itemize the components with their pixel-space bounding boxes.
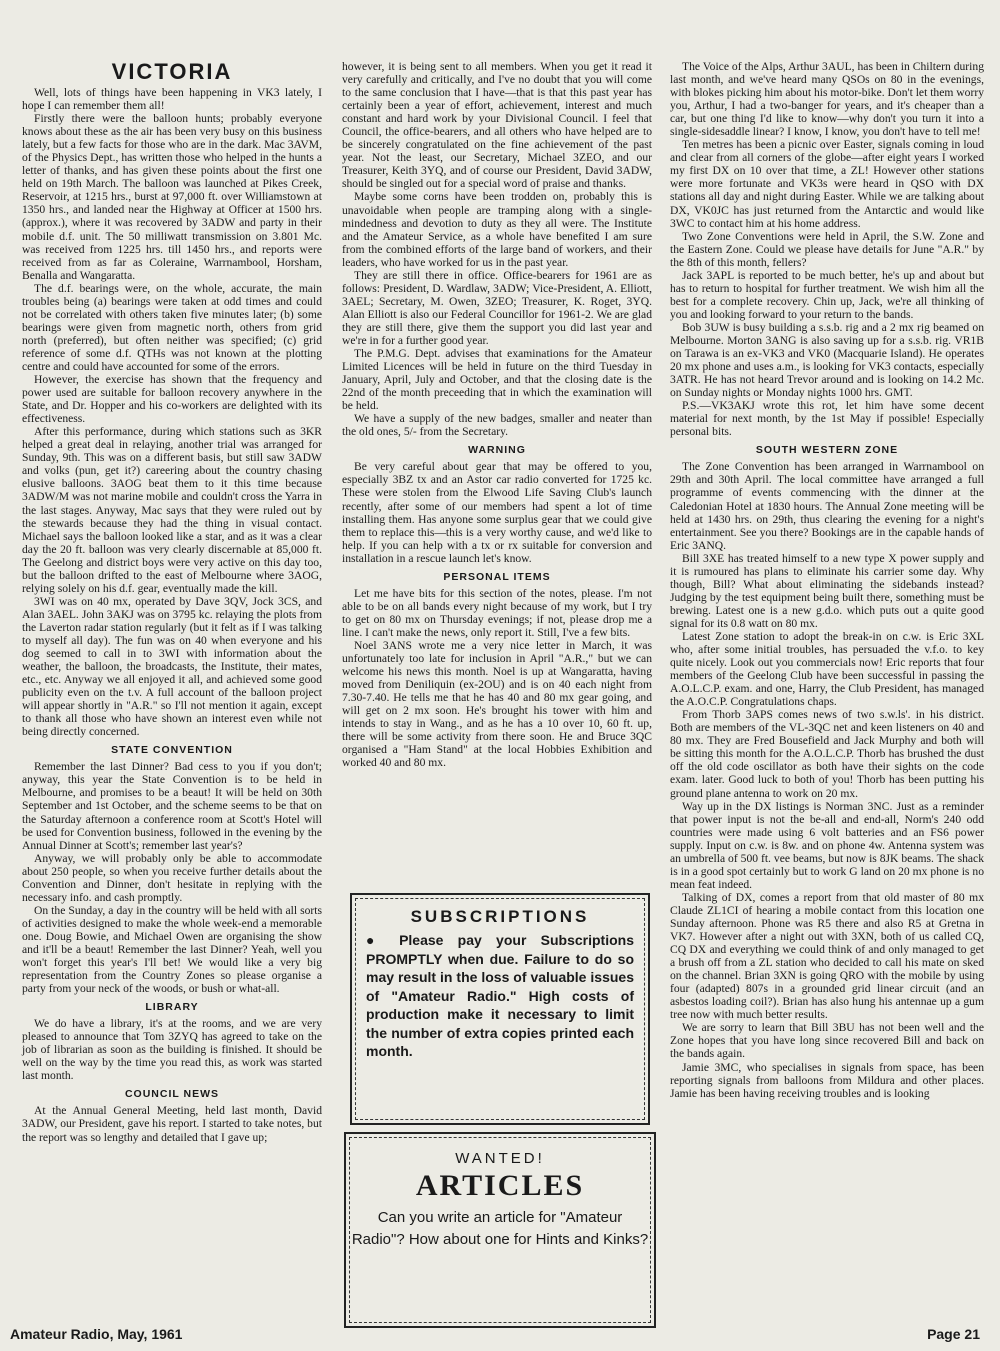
paragraph: Bob 3UW is busy building a s.s.b. rig and a 2 mx rig beamed on Melbourne. Morton 3ANG is also saving up for a s.s.b. rig. VR1B on Tarawa is an ex-VK3 and VK0 (Macquarie Island). He operates 20 mx phone and uses a.m., is looking for VK3 contacts, especially 3ATR. He has not heard Trevor around and is looking on 14.2 Mc. on Sunday nights or Monday nights 1000 hrs. GMT. [670, 320, 984, 400]
paragraph: They are still there in office. Office-bearers for 1961 are as follows: President, D. Wardlaw, 3ADW; Vice-President, A. Elliott, 3AEL; Secretary, M. Owen, 3ZEO; Treasurer, K. Roget, 3YQ. Alan Elliott is also our Federal Councillor for 1961-2. We are glad they are still there, give them the support you did last year and we're in for a further good year. [342, 268, 652, 347]
paragraph: Be very careful about gear that may be offered to you, especially 3BZ tx and an Astor car radio converted for 1725 kc. These were stolen from the Elwood Life Saving Club's launch recently, after some of our members had spent a lot of time installing them. Has anyone some surplus gear that we could give them to replace this—this is a very worthy cause, and we'd like to help. If you can help with a tx or rx suitable for conversion and installation in a rescue launch let's know. [342, 460, 652, 565]
paragraph: After this performance, during which stations such as 3KR helped a great deal in relaying, another trial was arranged for Sunday, 9th. This was on a different basis, but still saw 3ADW and volks (pun, get it?) careering about the country chasing elusive balloons. 3AOG beat them to it this time because 3ADW/M was not marine mobile and couldn't cross the Yarra in the last stages. Anyway, Mac says that they were ruled out by the stewards because they had the thing in visual contact. Michael says the balloon looked like a star, and as it was a clear day the 20 ft. balloon was very clearly discernable at 85,000 ft. The Geelong and district boys were very active on this day too, but the balloon drifted to the east of Melbourne where 3AOG, relying solely on his d.f. gear, eventually made the kill. [22, 425, 322, 595]
paragraph: Noel 3ANS wrote me a very nice letter in March, it was unfortunately too late for inclusion in April "A.R.," but we can welcome his news this month. Noel is up at Wangaratta, having moved from Deniliquin (ex-2OU) and is on 40 each night from 7.30-7.40. He tells me that he has 40 and 80 mx gear going, and will get on 2 mx soon. He's brought his tower with him and intends to stay in Wang., and as he has a 10 over 10, 60 ft. up, there will be some activity from there soon. He and Bruce 3QC organised a "Ham Stand" at the local Hobbies Exhibition and worked 40 and 80 mx. [342, 638, 652, 770]
paragraph: Well, lots of things have been happening in VK3 lately, I hope I can remember them all! [22, 86, 322, 113]
subheading-personal-items: PERSONAL ITEMS [443, 570, 551, 583]
paragraph: The Zone Convention has been arranged in Warrnambool on 29th and 30th April. The local committee have arranged a full programme of events commencing with the dinner at the Caledonian Hotel at 1830 hours. The Annual Zone meeting will be held at 1430 hrs. on 29th, thus clearing the evening for a night's entertainment. See you there? Bookings are in the capable hands of Eric 3ANQ. [670, 460, 984, 552]
wanted-kicker: WANTED! [455, 1150, 545, 1167]
paragraph: However, the exercise has shown that the frequency and power used are suitable for balloon recovery anywhere in the State, and Dr. Hopper and his co-workers are delighted with its effectiveness. [22, 373, 322, 426]
paragraph: From Thorb 3APS comes news of two s.w.ls'. in his district. Both are members of the VL-3QC net and keen listeners on 40 and 80 mx. They are Fred Bousefield and Jack Murphy and both will be sitting this month for the A.O.L.C.P. Thorb has brushed the dust off the old code oscillator as both have their sights on the code exam. later. Good luck to both of you! Thorb has been putting his ground plane antenna to work on 20 mx. [670, 708, 984, 800]
subheading-library: LIBRARY [145, 1001, 199, 1014]
subscriptions-title: SUBSCRIPTIONS [410, 907, 590, 926]
paragraph: Maybe some corns have been trodden on, probably this is unavoidable when people are tramping along with a single-mindedness and devotion to duty as they all were. The Institute and the Amateur Service, as a whole have benefited I am sure from the combined efforts of the large band of workers, and their leaders, who have worked for us in the past year. [342, 190, 652, 269]
subscriptions-body: Please pay your Subscriptions PROMPTLY when due. Failure to do so may result in the loss of valuable issues of "Amateur Radio." High costs of production make it necessary to limit the number of extra copies printed each month. [366, 932, 634, 1059]
column-3 [670, 60, 984, 1100]
paragraph: however, it is being sent to all members. When you get it read it very carefully and critically, and I've no doubt that you will come to the same conclusion that I have—that is that this past year has certainly been a year of effort, achievement, interest and much constant and hard work by your Divisional Council. I feel that Council, the office-bearers, and all others who have helped are to be sincerely congratulated on the fine achievement of the past year. Not the least, our Secretary, Michael 3ZEO, and our Treasurer, Keith 3YQ, and of course our President, David 3ADW, should be singled out for a special word of praise and thanks. [342, 60, 652, 191]
page-number: Page 21 [927, 1326, 980, 1342]
subheading-council-news: COUNCIL NEWS [124, 1088, 220, 1101]
subheading-warning: WARNING [468, 444, 526, 457]
wanted-articles-box [344, 1132, 656, 1328]
subscriptions-text [356, 927, 644, 1061]
victoria-intro [22, 86, 322, 738]
subscriptions-box [350, 893, 650, 1125]
paragraph: The Voice of the Alps, Arthur 3AUL, has been in Chiltern during last month, and we've heard many QSOs on 80 in the evenings, with blokes picking him about his motor-bike. Don't let them worry you, Arthur, I had a two-banger for years, and it's cheaper than a car, but one thing I'd like to know—why don't you turn it into a single-sidesaddle linear? I know, I know, you don't have to tell me! [670, 60, 984, 139]
bullet-icon: ● [366, 932, 385, 948]
paragraph: Let me have bits for this section of the notes, please. I'm not able to be on all bands every night because of my work, but I try to get on 80 mx on Thursday evenings; if not, please drop me a line. I can't make the news, only report it. Still, I've a few bits. [342, 586, 652, 639]
paragraph: Latest Zone station to adopt the break-in on c.w. is Eric 3XL who, after some initial troubles, has persuaded the v.f.o. to key quite nicely. Look out you commercials now! Eric reports that four members of the Geelong Club have been successful in passing the A.O.L.C.P. exam. and one, Harry, the Club President, has managed the A.O.C.P. Congratulations chaps. [670, 629, 984, 709]
section-heading-victoria: VICTORIA [111, 59, 233, 84]
column-1 [22, 60, 322, 1144]
paragraph: At the Annual General Meeting, held last month, David 3ADW, our President, gave his report. I started to take notes, but the report was so lengthy and detailed that I gave up; [22, 1104, 322, 1144]
paragraph: Talking of DX, comes a report from that old master of 80 mx Claude ZL1CI of hearing a mobile contact from this location one Sunday afternoon. Phone was R5 there and also R5 at Gretna in VK7. However after a night out with 3XN, both of us called CQ, CQ DX and everything we could think of and only managed to get a brush off from a ZL station who decided to call his mate on sked on the channel. Brian 3XN is going QRO with the mobile by using four (adapted) 807s in a grounded grid linear circuit (and an asbestos loading coil?). Brian has also hung his antennae up a gum tree now with much better results. [670, 890, 984, 1022]
paragraph: We have a supply of the new badges, smaller and neater than the old ones, 5/- from the Secretary. [342, 412, 652, 439]
paragraph: Two Zone Conventions were held in April, the S.W. Zone and the Eastern Zone. Could we please have details for June "A.R." by the 8th of this month, fellers? [670, 229, 984, 269]
column-2 [342, 60, 652, 769]
publication-line: Amateur Radio, May, 1961 [10, 1326, 183, 1342]
paragraph: 3WI was on 40 mx, operated by Dave 3QV, Jock 3CS, and Alan 3AEL. John 3AKJ was on 3795 kc. relaying the plots from the Laverton radar station regularly (but it felt as if I was talking to myself all day). The fun was on 40 when everyone and his dog seemed to call in to 3WI with information about the weather, the balloon, the broadcasts, the Institute, their mates, etc., etc. Anyway we all enjoyed it all, and achieved some good publicity even on the t.v. A full account of the balloon project will appear shortly in "A.R." so I'll not mention it again, except to thank all those who have shown an interest even while not being directly concerned. [22, 594, 322, 739]
paragraph: Jack 3APL is reported to be much better, he's up and about but has to return to hospital for further treatment. We wish him all the best for a complete recovery. Chin up, Jack, we're all thinking of you and looking forward to your return to the bands. [670, 268, 984, 321]
wanted-headline: ARTICLES [415, 1169, 585, 1202]
wanted-text: Can you write an article for "Amateur Radio"? How about one for Hints and Kinks? [351, 1209, 649, 1248]
paragraph: Way up in the DX listings is Norman 3NC. Just as a reminder that power input is not the be-all and end-all, Norm's 240 odd countries were made using 6 volt batteries and an FS6 power supply. Input on c.w. is 8w. and on phone 4w. Antenna system was an umbrella of 500 ft. vee beams, but now is 8JK beams. The shack is in a good spot certainly but to work G land on 20 mx phone is no mean feat indeed. [670, 799, 984, 891]
paragraph: P.S.—VK3AKJ wrote this rot, let him have some decent material for next month, by the 1st May if possible! Especially personal bits. [670, 399, 984, 439]
paragraph: Remember the last Dinner? Bad cess to you if you don't; anyway, this year the State Convention is to be held in Melbourne, and promises to be a beaut! It will be held on 30th September and 1st October, and the scheme seems to be that on the Saturday afternoon a conference room at Scott's Hotel will be used for Convention business, followed in the evening by the Annual Dinner at Scott's; remember last year's? [22, 760, 322, 852]
paragraph: Firstly there were the balloon hunts; probably everyone knows about these as the air has been very busy on this business lately, but a few facts for those who are in the dark. Mac 3AVM, of the Physics Dept., has written those who helped in the hunts a letter of thanks, and has given these points about the first one held on 19th March. The balloon was launched at Pikes Creek, Reservoir, at 1215 hrs., burst at 97,000 ft. over Williamstown at 1350 hrs., and landed near the Highway at Officer at 1500 hrs. (approx.), where it was recovered by 3ADW and party in their mobile d.f. unit. The 50 milliwatt transmission on 3.801 Mc. was received from 1225 hrs. till 1450 hrs., and reports were received from as far as Coleraine, Warrnambool, Horsham, Benalla and Wangaratta. [22, 112, 322, 282]
wanted-box-inner [349, 1137, 651, 1323]
paragraph: Bill 3XE has treated himself to a new type X power supply and it is rumoured has plans to eliminate his carrier some day. Why though, Bill? What about eliminating the sidebands instead? Judging by the test equipment being built there, something must be brewing. Latest one is a new g.d.o. which puts out a quite good signal for its 0.8 watt on 80 mx. [670, 551, 984, 630]
page-footer [0, 1320, 1000, 1351]
paragraph: We are sorry to learn that Bill 3BU has not been well and the Zone hopes that you have long since recovered Bill and back on the bands again. [670, 1021, 984, 1061]
paragraph: We do have a library, it's at the rooms, and we are very pleased to announce that Tom 3ZYQ has agreed to take on the job of librarian as soon as the building is finished. It should be well on the way by the time you read this, as work was started last month. [22, 1017, 322, 1083]
paragraph: The P.M.G. Dept. advises that examinations for the Amateur Limited Licences will be held in future on the third Tuesday in January, April, July and October, and that the closing date is the 22nd of the month preceeding that in which the examination will be held. [342, 347, 652, 413]
paragraph: Anyway, we will probably only be able to accommodate about 250 people, so when you receive further details about the Convention and Dinner, don't hesitate in replying with the necessary info. and cash promptly. [22, 851, 322, 904]
paragraph: The d.f. bearings were, on the whole, accurate, the main troubles being (a) bearings were taken at odd times and could not be correlated with others taken five minutes later; (b) some bearings were given from magnetic north, others from grid north (preferred), but often neither was specified; (c) grid reference of some d.f. QTHs was not known at the plotting centre and could have accounted for some of the errors. [22, 281, 322, 373]
paragraph: On the Sunday, a day in the country will be held with all sorts of activities designed to make the whole week-end a memorable one. Doug Bowie, and Michael Owen are organising the show and it'll be a beaut! Remember the last Dinner? Yeah, well you won't forget this year's I'll bet! We would like a very big representation from the Country Zones so please organise a party from your neck of the woods, or bush or what-all. [22, 903, 322, 996]
paragraph: Ten metres has been a picnic over Easter, signals coming in loud and clear from all corners of the globe—after eight years I worked my first DX on 10 over that time, a ZL! However other stations were more fortunate and VK3s were heard in QSO with DX stations all day and night during Easter. While we are talking about DX, VK0JC has just returned from the Antarctic and would like 3WC to contact him at his home address. [670, 138, 984, 230]
subheading-south-western-zone: SOUTH WESTERN ZONE [755, 444, 899, 457]
subscriptions-box-inner [355, 898, 645, 1120]
paragraph: Jamie 3MC, who specialises in signals from space, has been reporting signals from balloons from Mildura and other places. Jamie has been having receiving troubles and is looking [670, 1060, 984, 1100]
subheading-state-convention: STATE CONVENTION [111, 744, 233, 757]
